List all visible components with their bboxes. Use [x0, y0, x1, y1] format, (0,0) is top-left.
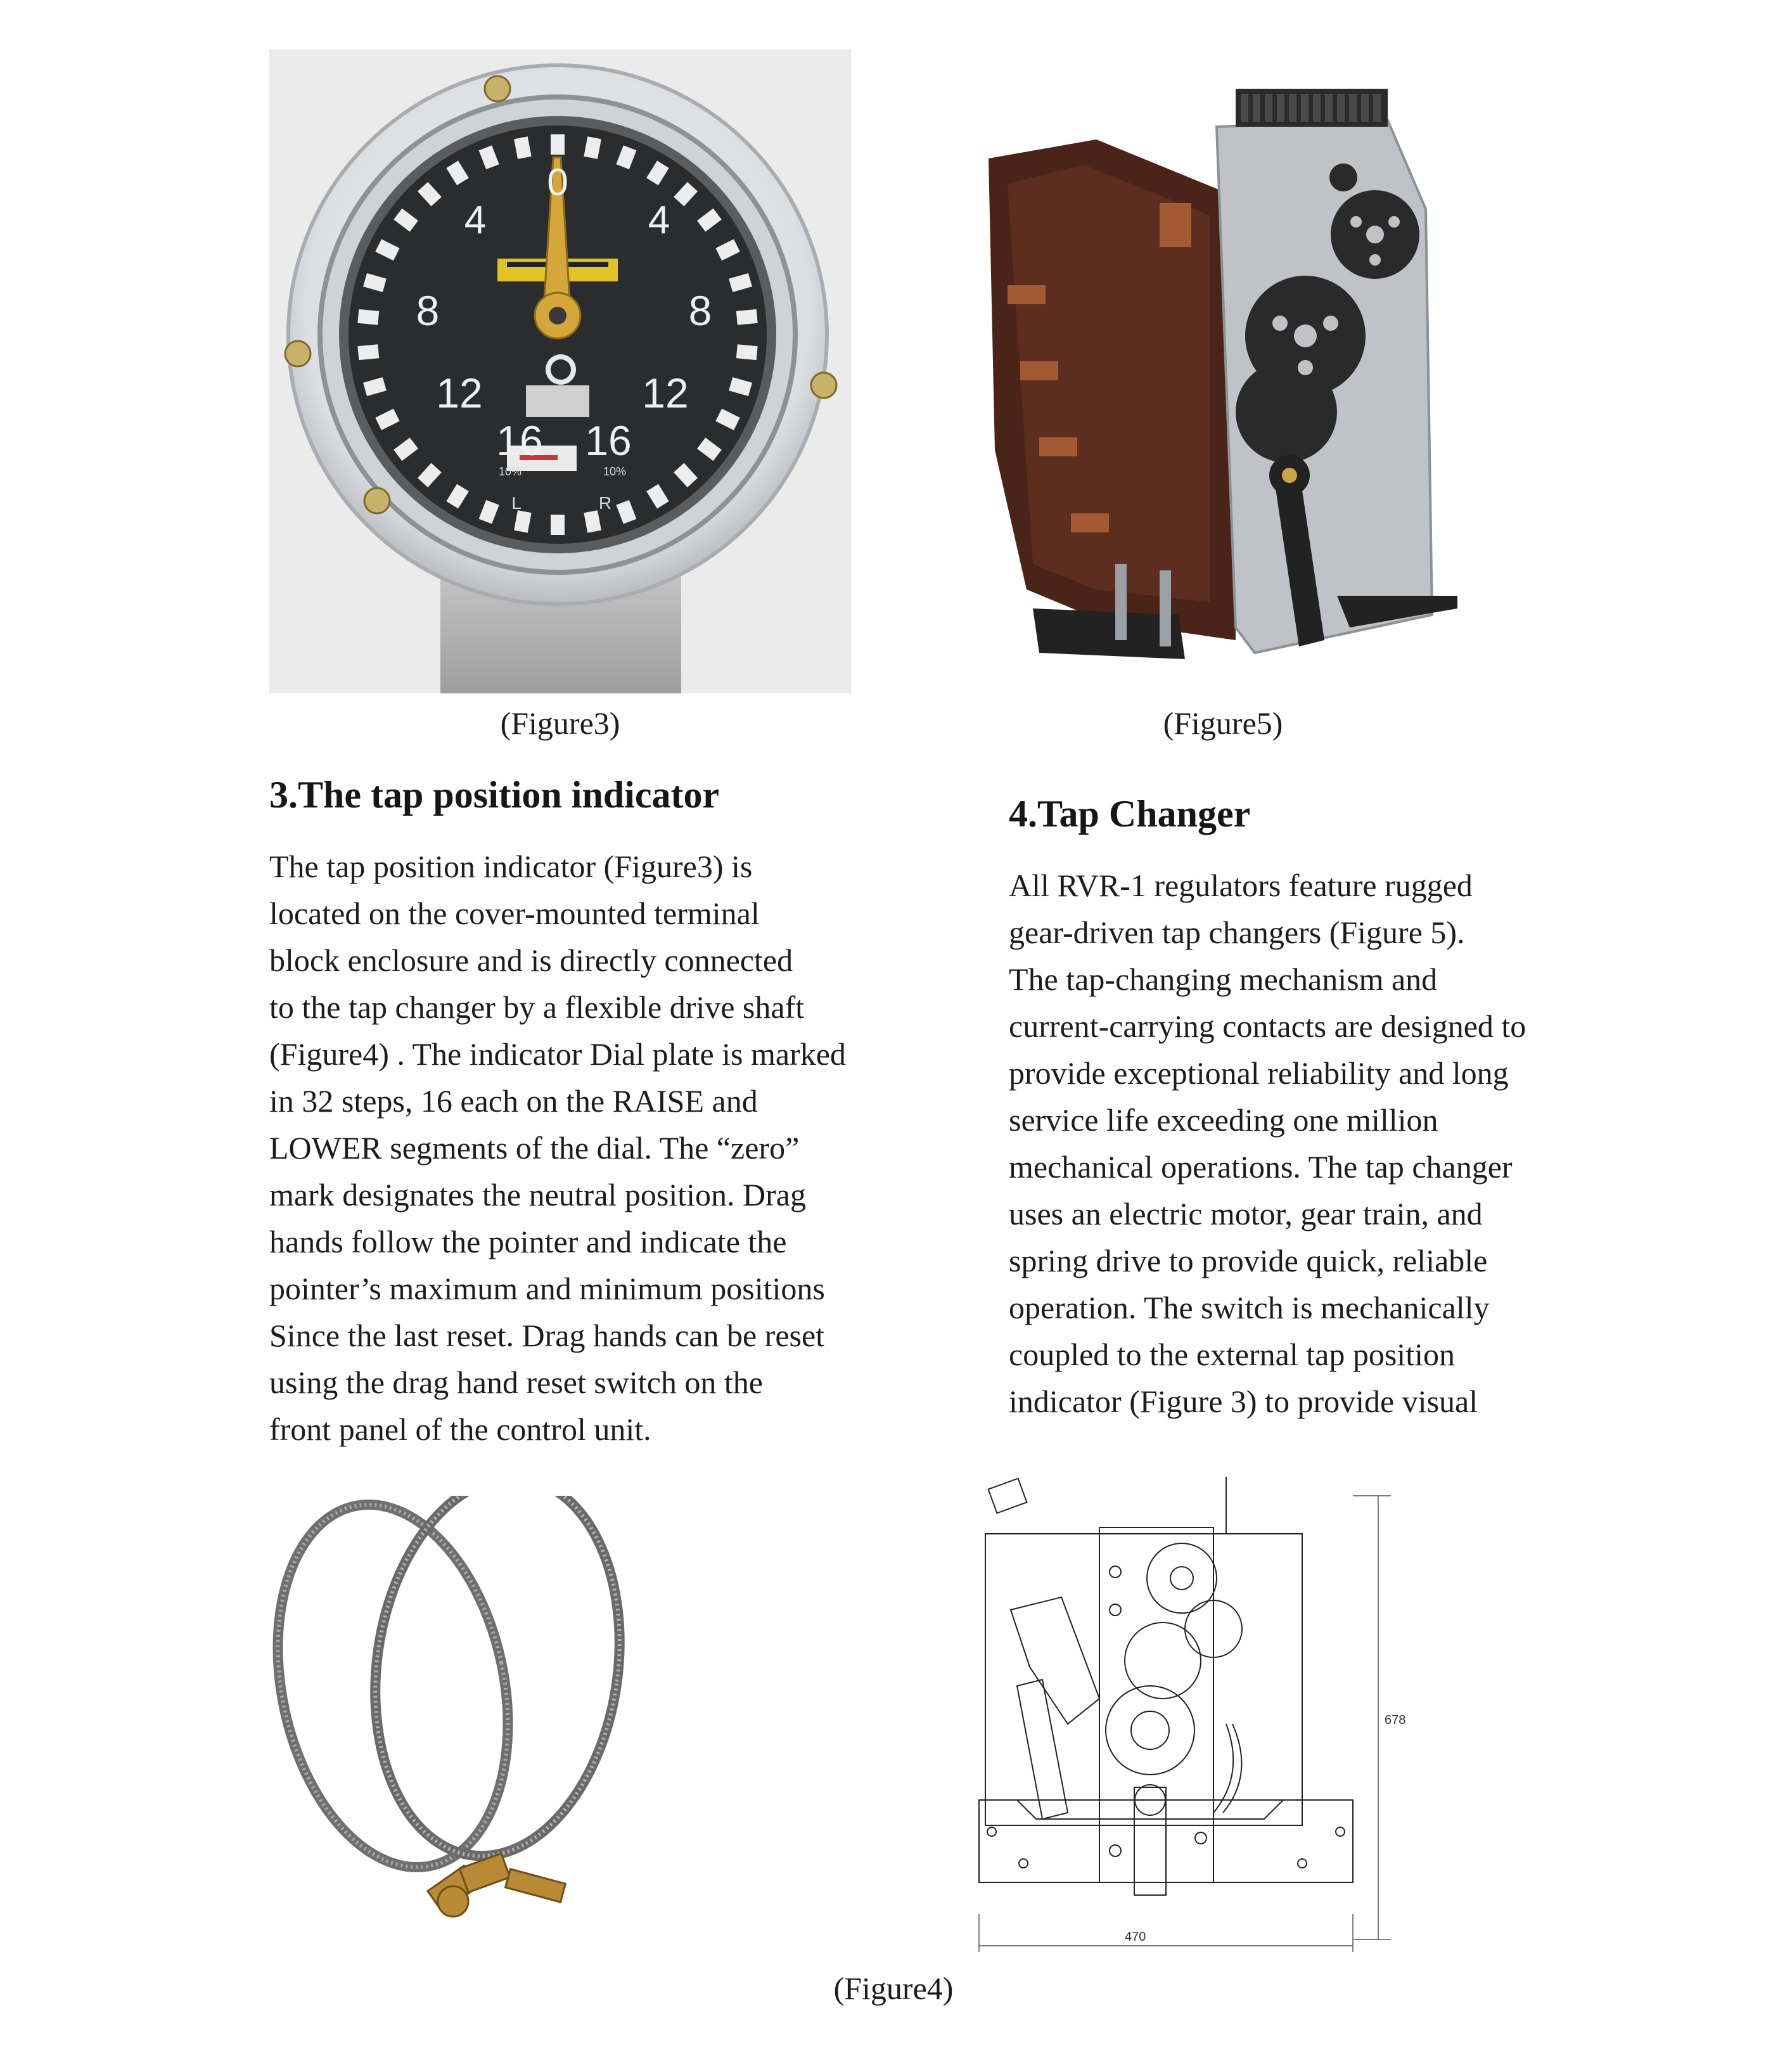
figure4-technical-drawing: [973, 1458, 1429, 1965]
section3-line: The tap position indicator (Figure3) is: [269, 849, 753, 884]
dial-tick: [357, 344, 379, 360]
section3-line: LOWER segments of the dial. The “zero”: [269, 1130, 800, 1166]
dial-number-12-right: 12: [642, 370, 689, 416]
dial-number-8-right: 8: [688, 287, 712, 334]
section3-line: block enclosure and is directly connected: [269, 942, 793, 978]
terminal-block: [1349, 94, 1357, 122]
drawing-frame: [985, 1534, 1302, 1825]
section4-line: operation. The switch is mechanically: [1009, 1290, 1490, 1325]
section3-line: located on the cover-mounted terminal: [269, 896, 760, 931]
terminal-block: [1361, 94, 1369, 122]
dial-letter-l: L: [511, 493, 522, 513]
terminal-block: [1325, 94, 1333, 122]
dial-number-4-left: 4: [464, 198, 487, 242]
dial-number-16-right: 16: [585, 417, 632, 464]
dial-tick: [551, 515, 565, 535]
dial-zero: 0: [547, 161, 568, 203]
dial-tick: [736, 344, 758, 360]
dial-number-4-right: 4: [648, 198, 670, 242]
section3-line: (Figure4) . The indicator Dial plate is marked: [269, 1036, 846, 1072]
section4-heading: 4.Tap Changer: [1009, 793, 1251, 835]
section4-line: coupled to the external tap position: [1009, 1337, 1455, 1372]
section4-line: All RVR-1 regulators feature rugged: [1009, 868, 1473, 903]
section3-line: front panel of the control unit.: [269, 1411, 651, 1447]
section4-line: gear-driven tap changers (Figure 5).: [1009, 915, 1465, 950]
dimension-height: 678: [1385, 1713, 1406, 1727]
terminal-block: [1265, 94, 1272, 122]
section4-body: [1009, 862, 1526, 1425]
terminal-block: [1337, 94, 1345, 122]
dimension-width: 470: [1125, 1930, 1146, 1944]
section4-line: spring drive to provide quick, reliable: [1009, 1243, 1488, 1278]
section3-line: in 32 steps, 16 each on the RAISE and: [269, 1083, 758, 1119]
terminal-block: [1253, 94, 1260, 122]
dial-tick: [736, 309, 758, 325]
figure3-caption: (Figure3): [500, 705, 620, 741]
dial-tick: [357, 309, 379, 325]
figure4-drive-shaft-photo: [272, 1496, 678, 1952]
section4-line: indicator (Figure 3) to provide visual: [1009, 1384, 1478, 1419]
section3-line: to the tap changer by a flexible drive shaft: [269, 989, 805, 1025]
terminal-block: [1241, 94, 1248, 122]
dial-tick: [551, 134, 565, 155]
section4-line: provide exceptional reliability and long: [1009, 1055, 1509, 1091]
dial-pct-left: 10%: [498, 465, 522, 478]
section3-line: hands follow the pointer and indicate the: [269, 1224, 787, 1259]
section3-line: mark designates the neutral position. Drag: [269, 1177, 806, 1212]
terminal-block: [1277, 94, 1284, 122]
section3-body: [269, 843, 846, 1453]
terminal-block: [1313, 94, 1321, 122]
dial-number-12-left: 12: [436, 370, 483, 416]
dial-number-16-left: 16: [496, 417, 543, 464]
section4-line: The tap-changing mechanism and: [1009, 961, 1438, 997]
dial-letter-r: R: [598, 493, 612, 513]
figure5-photo: [970, 70, 1476, 704]
figure3-photo: [269, 49, 851, 693]
terminal-block: [1289, 94, 1296, 122]
terminal-block: [1301, 94, 1309, 122]
section3-heading: 3.The tap position indicator: [269, 774, 720, 816]
section4-line: current-carrying contacts are designed to: [1009, 1008, 1526, 1044]
section4-line: service life exceeding one million: [1009, 1102, 1438, 1138]
section4-line: uses an electric motor, gear train, and: [1009, 1196, 1483, 1231]
figure4-caption: (Figure4): [833, 1970, 954, 2006]
section4-line: mechanical operations. The tap changer: [1009, 1149, 1513, 1185]
dial-number-8-left: 8: [416, 287, 440, 334]
dial-pct-right: 10%: [603, 465, 627, 478]
section3-line: Since the last reset. Drag hands can be reset: [269, 1318, 825, 1353]
section3-line: pointer’s maximum and minimum positions: [269, 1271, 825, 1306]
terminal-block: [1373, 94, 1381, 122]
section3-line: using the drag hand reset switch on the: [269, 1365, 763, 1400]
figure5-caption: (Figure5): [1163, 705, 1283, 741]
flexible-shaft-coils: [272, 1496, 643, 1889]
